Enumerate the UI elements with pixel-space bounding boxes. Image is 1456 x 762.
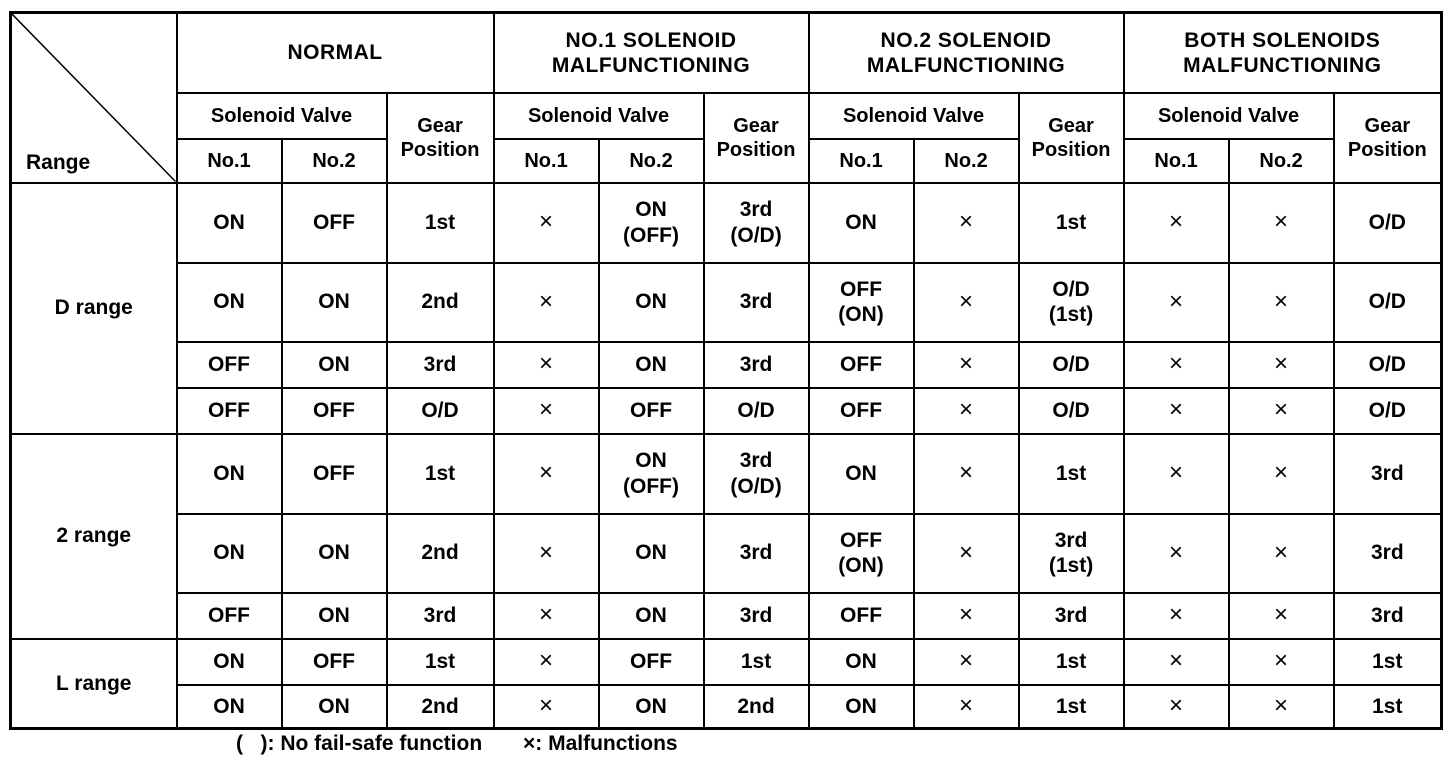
- gear-position-header: Gear Position: [1334, 93, 1442, 183]
- table-cell: 3rd (1st): [1019, 514, 1124, 593]
- table-cell: ON: [282, 263, 387, 342]
- solenoid-no2-header: No.2: [599, 139, 704, 183]
- table-cell: ×: [494, 342, 599, 388]
- table-cell: ×: [494, 514, 599, 593]
- gear-position-header: Gear Position: [387, 93, 494, 183]
- table-cell: ×: [914, 183, 1019, 263]
- table-cell: ON (OFF): [599, 183, 704, 263]
- table-cell: ×: [1229, 514, 1334, 593]
- group-header-normal: NORMAL: [177, 13, 494, 93]
- table-row: [11, 593, 1442, 639]
- table-cell: ×: [494, 434, 599, 514]
- table-cell: 3rd: [1334, 514, 1442, 593]
- table-cell: O/D: [704, 388, 809, 434]
- table-cell: 1st: [1019, 434, 1124, 514]
- table-cell: ON: [282, 514, 387, 593]
- table-cell: ON: [599, 593, 704, 639]
- table-cell: OFF: [809, 593, 914, 639]
- table-cell: ×: [1229, 342, 1334, 388]
- table-cell: OFF: [177, 593, 282, 639]
- table-row: [11, 183, 1442, 263]
- table-cell: ×: [1229, 388, 1334, 434]
- table-cell: 1st: [387, 183, 494, 263]
- table-row: [11, 263, 1442, 342]
- table-row: [11, 388, 1442, 434]
- table-cell: 2nd: [387, 685, 494, 729]
- solenoid-valve-header: Solenoid Valve: [494, 93, 704, 139]
- range-column-label: Range: [26, 151, 91, 175]
- table-cell: ×: [914, 342, 1019, 388]
- solenoid-valve-header: Solenoid Valve: [1124, 93, 1334, 139]
- table-cell: OFF: [177, 388, 282, 434]
- table-cell: 3rd: [387, 342, 494, 388]
- range-label: L range: [11, 639, 177, 729]
- table-cell: 3rd: [704, 514, 809, 593]
- table-cell: OFF: [599, 639, 704, 685]
- table-cell: ×: [494, 593, 599, 639]
- table-cell: ON: [177, 183, 282, 263]
- table-cell: 2nd: [704, 685, 809, 729]
- table-cell: O/D: [1019, 388, 1124, 434]
- table-cell: OFF (ON): [809, 514, 914, 593]
- solenoid-malfunction-table: [9, 11, 1443, 730]
- table-cell: ON: [282, 342, 387, 388]
- table-cell: ×: [1229, 434, 1334, 514]
- table-cell: 1st: [387, 434, 494, 514]
- table-cell: O/D: [1334, 342, 1442, 388]
- table-cell: ON: [282, 593, 387, 639]
- range-label: D range: [11, 183, 177, 434]
- group-header-both-malfunction: BOTH SOLENOIDS MALFUNCTIONING: [1124, 13, 1442, 93]
- table-cell: OFF: [282, 434, 387, 514]
- table-cell: ×: [1124, 593, 1229, 639]
- table-cell: O/D: [1334, 263, 1442, 342]
- table-cell: OFF: [282, 639, 387, 685]
- table-cell: ×: [1124, 388, 1229, 434]
- table-row: [11, 639, 1442, 685]
- table-cell: ×: [1124, 685, 1229, 729]
- table-cell: O/D: [1019, 342, 1124, 388]
- table-cell: ON: [177, 263, 282, 342]
- table-row: [11, 685, 1442, 729]
- table-cell: ×: [914, 388, 1019, 434]
- table-cell: ON: [809, 183, 914, 263]
- table-row: [11, 342, 1442, 388]
- table-cell: ×: [914, 685, 1019, 729]
- table-cell: OFF: [177, 342, 282, 388]
- table-cell: 1st: [1334, 685, 1442, 729]
- table-cell: O/D: [1334, 183, 1442, 263]
- table-row: [11, 514, 1442, 593]
- table-cell: ON: [177, 639, 282, 685]
- table-legend: [236, 732, 678, 756]
- solenoid-valve-header: Solenoid Valve: [809, 93, 1019, 139]
- range-corner-header: [11, 13, 177, 183]
- table-cell: 1st: [387, 639, 494, 685]
- table-cell: ×: [914, 514, 1019, 593]
- table-cell: 1st: [1334, 639, 1442, 685]
- table-cell: ON: [599, 685, 704, 729]
- table-cell: 3rd: [704, 263, 809, 342]
- table-cell: OFF: [282, 183, 387, 263]
- table-cell: ×: [914, 263, 1019, 342]
- table-cell: ×: [914, 593, 1019, 639]
- table-cell: 1st: [1019, 639, 1124, 685]
- table-cell: 3rd: [1334, 593, 1442, 639]
- table-cell: ON: [599, 514, 704, 593]
- group-header-no2-malfunction: NO.2 SOLENOID MALFUNCTIONING: [809, 13, 1124, 93]
- table-row: [11, 434, 1442, 514]
- table-cell: ×: [1124, 263, 1229, 342]
- table-cell: ON: [809, 685, 914, 729]
- table-cell: ×: [494, 388, 599, 434]
- solenoid-no1-header: No.1: [494, 139, 599, 183]
- table-cell: O/D: [387, 388, 494, 434]
- table-cell: 3rd (O/D): [704, 183, 809, 263]
- table-cell: ×: [1229, 183, 1334, 263]
- solenoid-no1-header: No.1: [177, 139, 282, 183]
- table-cell: 1st: [704, 639, 809, 685]
- table-cell: 3rd (O/D): [704, 434, 809, 514]
- gear-position-header: Gear Position: [704, 93, 809, 183]
- gear-position-header: Gear Position: [1019, 93, 1124, 183]
- table-cell: OFF (ON): [809, 263, 914, 342]
- table-cell: 2nd: [387, 514, 494, 593]
- table-cell: ×: [1124, 434, 1229, 514]
- legend-no-fail-safe: ( ): No fail-safe function: [236, 732, 483, 755]
- table-cell: 3rd: [1334, 434, 1442, 514]
- solenoid-no2-header: No.2: [1229, 139, 1334, 183]
- table-cell: ×: [494, 639, 599, 685]
- table-cell: ×: [1124, 514, 1229, 593]
- table-cell: OFF: [809, 342, 914, 388]
- table-cell: ×: [1124, 183, 1229, 263]
- table-cell: ×: [494, 183, 599, 263]
- solenoid-no2-header: No.2: [914, 139, 1019, 183]
- table-cell: ON: [809, 434, 914, 514]
- table-cell: ON: [177, 514, 282, 593]
- table-cell: ×: [914, 639, 1019, 685]
- table-cell: ON: [809, 639, 914, 685]
- table-cell: ×: [914, 434, 1019, 514]
- table-cell: ON: [282, 685, 387, 729]
- table-cell: O/D: [1334, 388, 1442, 434]
- solenoid-no1-header: No.1: [1124, 139, 1229, 183]
- table-cell: 3rd: [704, 342, 809, 388]
- table-cell: 1st: [1019, 685, 1124, 729]
- table-cell: ×: [1229, 685, 1334, 729]
- table-cell: OFF: [809, 388, 914, 434]
- legend-malfunctions: ×: Malfunctions: [523, 732, 678, 755]
- table-cell: O/D (1st): [1019, 263, 1124, 342]
- table-cell: ×: [494, 685, 599, 729]
- table-cell: ON: [177, 685, 282, 729]
- table-cell: ×: [1124, 342, 1229, 388]
- table-cell: 3rd: [387, 593, 494, 639]
- table-cell: 3rd: [704, 593, 809, 639]
- table-cell: 3rd: [1019, 593, 1124, 639]
- solenoid-valve-header: Solenoid Valve: [177, 93, 387, 139]
- solenoid-no2-header: No.2: [282, 139, 387, 183]
- table-cell: ×: [494, 263, 599, 342]
- table-cell: ON: [599, 263, 704, 342]
- table-cell: ON: [177, 434, 282, 514]
- table-cell: ON (OFF): [599, 434, 704, 514]
- table-cell: ON: [599, 342, 704, 388]
- table-cell: ×: [1229, 639, 1334, 685]
- table-cell: ×: [1124, 639, 1229, 685]
- table-cell: OFF: [599, 388, 704, 434]
- table-cell: 1st: [1019, 183, 1124, 263]
- group-header-no1-malfunction: NO.1 SOLENOID MALFUNCTIONING: [494, 13, 809, 93]
- table-cell: ×: [1229, 263, 1334, 342]
- table-cell: OFF: [282, 388, 387, 434]
- table-cell: ×: [1229, 593, 1334, 639]
- range-label: 2 range: [11, 434, 177, 639]
- table-cell: 2nd: [387, 263, 494, 342]
- solenoid-no1-header: No.1: [809, 139, 914, 183]
